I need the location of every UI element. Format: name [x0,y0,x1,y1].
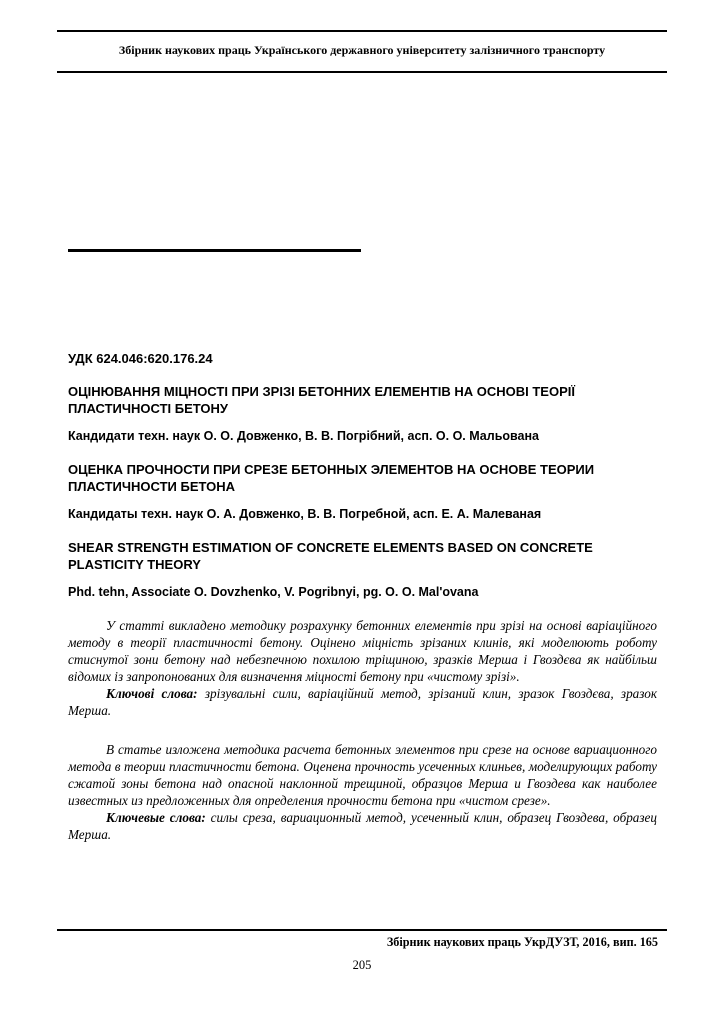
udk-code: УДК 624.046:620.176.24 [68,351,213,366]
title-russian: ОЦЕНКА ПРОЧНОСТИ ПРИ СРЕЗЕ БЕТОННЫХ ЭЛЕМЕНТОВ НА ОСНОВЕ ТЕОРИИ ПЛАСТИЧНОСТИ БЕТОНА [68,462,595,494]
keywords-ukrainian [68,685,657,719]
keywords-text-ukrainian: зрізувальні сили, варіаційний метод, зрізаний клин, зразок Гвоздєва, зразок Мерша. [68,686,658,718]
title-ukrainian: ОЦІНЮВАННЯ МІЦНОСТІ ПРИ ЗРІЗІ БЕТОННИХ ЕЛЕМЕНТІВ НА ОСНОВІ ТЕОРІЇ ПЛАСТИЧНОСТІ БЕТОНУ [68,384,575,416]
authors-english: Phd. tehn, Associate O. Dovzhenko, V. Pogribnyi, pg. O. O. Mal'ovana [68,585,479,599]
title-english: SHEAR STRENGTH ESTIMATION OF CONCRETE ELEMENTS BASED ON CONCRETE PLASTICITY THEORY [68,540,593,572]
header-rule-bottom [57,71,667,73]
abstract-russian: В статье изложена методика расчета бетонных элементов при срезе на основе вариационного метода в теории пластичности бетона. Оценена прочность усеченных клиньев, моделирующих работу сжатой зоны бетона над опасной наклонной трещиной, образцов Мерша и Гвоздева как наиболее известных из предложенных для определения прочности бетона при «чистом срезе». [68,742,657,808]
abstract-gap [68,719,657,741]
journal-header: Збірник наукових праць Українського державного університету залізничного транспорту [118,43,606,57]
page-number: 205 [352,958,372,972]
keywords-text-russian: силы среза, вариационный метод, усеченный клин, образец Гвоздева, образец Мерша. [68,810,657,842]
header-rule-top [57,30,667,32]
keywords-label-russian: Ключевые слова: [106,810,206,825]
article-content [68,350,657,843]
keywords-russian [68,809,657,843]
footer-rule [57,929,667,931]
abstract-ukrainian: У статті викладено методику розрахунку бетонних елементів при зрізі на основі варіаційного методу в теорії пластичності бетону. Оцінено міцність зрізаних клинів, які моделюють роботу стиснутої зони бетону над небезпечною похилою тріщиною, зразків Мерша і Гвоздєва як найбільш відомих із запропонованих для визначення міцності бетону при «чистому зрізі». [68,618,657,684]
journal-footer: Збірник наукових праць УкрДУЗТ, 2016, вип. 165 [386,935,658,949]
separator-line [68,249,361,252]
authors-russian: Кандидаты техн. наук О. А. Довженко, В. В. Погребной, асп. Е. А. Малеваная [68,507,542,521]
authors-ukrainian: Кандидати техн. наук О. О. Довженко, В. В. Погрібний, асп. О. О. Мальована [68,429,539,443]
keywords-label-ukrainian: Ключові слова: [106,686,198,701]
